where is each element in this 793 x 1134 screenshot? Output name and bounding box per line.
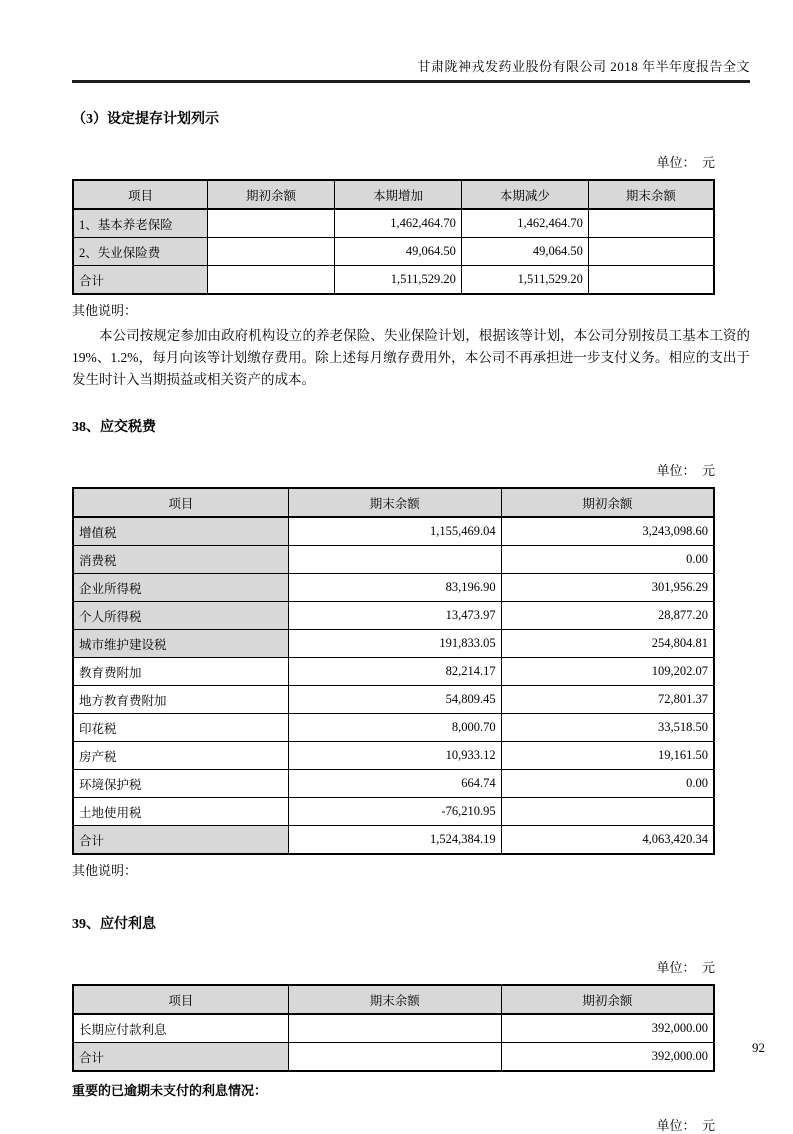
unit-label: 单位： 元: [656, 155, 715, 170]
cell-current-increase: 1,462,464.70: [335, 209, 462, 238]
document-header-title: 甘肃陇神戎发药业股份有限公司 2018 年半年度报告全文: [72, 56, 750, 83]
column-header-closing-balance: 期末余额: [588, 180, 714, 209]
column-header-closing-balance: 期末余额: [288, 985, 501, 1014]
cell-opening-balance: 19,161.50: [501, 742, 714, 770]
cell-closing-balance: 1,524,384.19: [288, 826, 501, 855]
cell-opening-balance: [501, 798, 714, 826]
cell-item: 教育费附加: [73, 658, 288, 686]
cell-item: 长期应付款利息: [73, 1014, 288, 1043]
taxes-payable-table: [72, 487, 715, 855]
cell-opening-balance: 254,804.81: [501, 630, 714, 658]
column-header-current-increase: 本期增加: [335, 180, 462, 209]
cell-item: 企业所得税: [73, 574, 288, 602]
section-3-title: （3）设定提存计划列示: [72, 112, 219, 127]
cell-closing-balance: 10,933.12: [288, 742, 501, 770]
cell-closing-balance: [588, 209, 714, 238]
cell-item: 1、基本养老保险: [73, 209, 208, 238]
section-38-title: 38、应交税费: [72, 420, 156, 435]
cell-closing-balance: [588, 266, 714, 295]
cell-current-decrease: 1,511,529.20: [461, 266, 588, 295]
cell-item: 城市维护建设税: [73, 630, 288, 658]
column-header-opening-balance: 期初余额: [501, 488, 714, 517]
cell-opening-balance: 0.00: [501, 770, 714, 798]
column-header-item: 项目: [73, 180, 208, 209]
cell-closing-balance: 8,000.70: [288, 714, 501, 742]
cell-closing-balance: -76,210.95: [288, 798, 501, 826]
table-header-row: [73, 488, 714, 517]
unit-label: 单位： 元: [656, 463, 715, 478]
cell-closing-balance: [288, 546, 501, 574]
cell-item: 合计: [73, 266, 208, 295]
cell-opening-balance: 4,063,420.34: [501, 826, 714, 855]
column-header-item: 项目: [73, 985, 288, 1014]
overdue-interest-label: 重要的已逾期未支付的利息情况：: [72, 1083, 268, 1098]
table-row: [73, 266, 714, 295]
cell-current-decrease: 1,462,464.70: [461, 209, 588, 238]
table-header-row: [73, 985, 714, 1014]
table-row: [73, 517, 714, 546]
cell-current-decrease: 49,064.50: [461, 238, 588, 266]
table-row-total: [73, 826, 714, 855]
cell-closing-balance: 13,473.97: [288, 602, 501, 630]
table-row: [73, 238, 714, 266]
cell-item: 印花税: [73, 714, 288, 742]
column-header-closing-balance: 期末余额: [288, 488, 501, 517]
table-row: [73, 742, 714, 770]
cell-current-increase: 49,064.50: [335, 238, 462, 266]
table-row: [73, 714, 714, 742]
cell-opening-balance: [208, 266, 335, 295]
other-notes-label: 其他说明：: [72, 863, 138, 878]
cell-item: 2、失业保险费: [73, 238, 208, 266]
table-row: [73, 630, 714, 658]
cell-item: 环境保护税: [73, 770, 288, 798]
column-header-opening-balance: 期初余额: [208, 180, 335, 209]
cell-item: 个人所得税: [73, 602, 288, 630]
unit-label: 单位： 元: [656, 960, 715, 975]
column-header-opening-balance: 期初余额: [501, 985, 714, 1014]
cell-item: 房产税: [73, 742, 288, 770]
cell-opening-balance: [208, 209, 335, 238]
cell-opening-balance: 0.00: [501, 546, 714, 574]
cell-item: 增值税: [73, 517, 288, 546]
interest-payable-table: [72, 984, 715, 1072]
defined-contribution-plan-table: [72, 179, 715, 295]
section-39-title: 39、应付利息: [72, 917, 156, 932]
cell-opening-balance: 28,877.20: [501, 602, 714, 630]
cell-closing-balance: 82,214.17: [288, 658, 501, 686]
unit-label: 单位： 元: [656, 1118, 715, 1133]
column-header-item: 项目: [73, 488, 288, 517]
cell-opening-balance: 72,801.37: [501, 686, 714, 714]
cell-opening-balance: 33,518.50: [501, 714, 714, 742]
cell-opening-balance: 109,202.07: [501, 658, 714, 686]
table-row-total: [73, 1043, 714, 1072]
cell-item: 土地使用税: [73, 798, 288, 826]
cell-closing-balance: [288, 1043, 501, 1072]
cell-item: 地方教育费附加: [73, 686, 288, 714]
table-row: [73, 602, 714, 630]
cell-item: 合计: [73, 826, 288, 855]
cell-closing-balance: 83,196.90: [288, 574, 501, 602]
table-row: [73, 574, 714, 602]
column-header-current-decrease: 本期减少: [461, 180, 588, 209]
cell-opening-balance: [208, 238, 335, 266]
cell-opening-balance: 392,000.00: [501, 1014, 714, 1043]
table-row: [73, 686, 714, 714]
cell-opening-balance: 392,000.00: [501, 1043, 714, 1072]
cell-opening-balance: 3,243,098.60: [501, 517, 714, 546]
cell-closing-balance: 191,833.05: [288, 630, 501, 658]
cell-closing-balance: 54,809.45: [288, 686, 501, 714]
cell-closing-balance: [588, 238, 714, 266]
table-row: [73, 658, 714, 686]
table-row: [73, 209, 714, 238]
cell-current-increase: 1,511,529.20: [335, 266, 462, 295]
cell-item: 消费税: [73, 546, 288, 574]
cell-item: 合计: [73, 1043, 288, 1072]
table-row: [73, 1014, 714, 1043]
other-notes-label: 其他说明：: [72, 303, 138, 318]
table-row: [73, 798, 714, 826]
table-row: [73, 770, 714, 798]
page-number: 92: [752, 1040, 765, 1055]
cell-closing-balance: [288, 1014, 501, 1043]
cell-opening-balance: 301,956.29: [501, 574, 714, 602]
table-row: [73, 546, 714, 574]
table-header-row: [73, 180, 714, 209]
cell-closing-balance: 1,155,469.04: [288, 517, 501, 546]
cell-closing-balance: 664.74: [288, 770, 501, 798]
plan-description-paragraph: 本公司按规定参加由政府机构设立的养老保险、失业保险计划，根据该等计划，本公司分别按员工基本工资的19%、1.2%，每月向该等计划缴存费用。除上述每月缴存费用外，本公司不再承担进一步支付义务。相应的支出于发生时计入当期损益或相关资产的成本。: [72, 328, 750, 387]
